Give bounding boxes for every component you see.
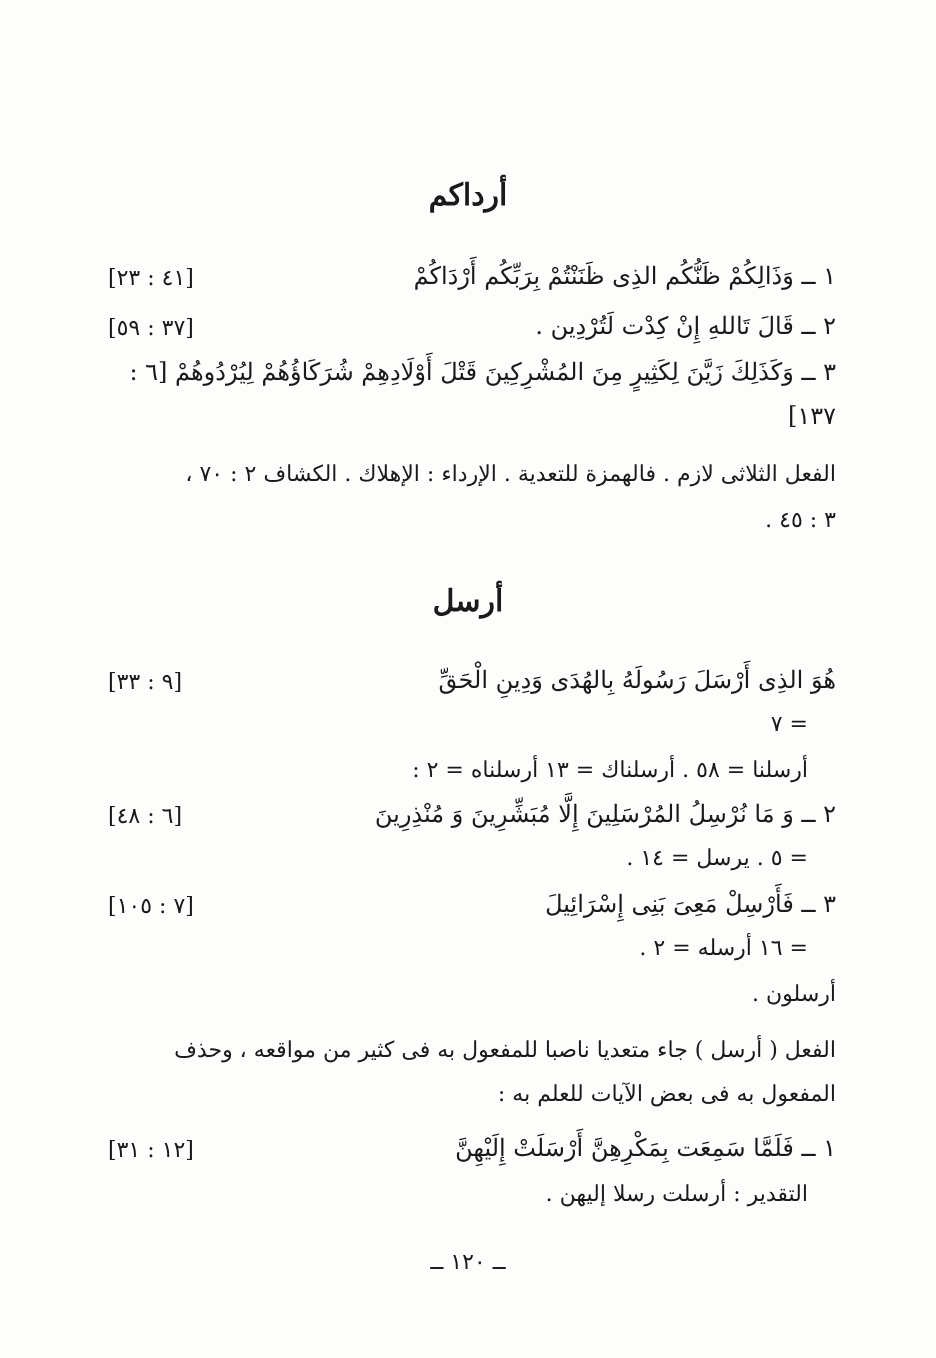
- commentary-line: الفعل ( أرسل ) جاء متعديا ناصبا للمفعول به فى كثير من مواقعه ، وحذف: [174, 1038, 836, 1063]
- count-line: أرسلون .: [752, 982, 836, 1007]
- verse-line: ٢ ــ وَ مَا نُرْسِلُ المُرْسَلِينَ إِلَّا مُبَشِّرِينَ وَ مُنْذِرِينَ: [374, 800, 836, 828]
- commentary-line: الفعل الثلاثى لازم . فالهمزة للتعدية . الإرداء : الإهلاك . الكشاف ٢ : ٧٠ ،: [185, 462, 836, 487]
- verse-line: ١ ــ وَذَالِكُمْ ظَنُّكُم الذِى ظَنَنْتُمْ بِرَبِّكُم أَرْدَاكُمْ: [413, 262, 836, 290]
- verse-continuation: ١٣٧]: [787, 402, 836, 430]
- section-title: أرسل: [432, 584, 504, 619]
- verse-reference: [٩ : ٣٣]: [108, 670, 183, 695]
- verse-reference: [٦ : ٤٨]: [108, 804, 183, 829]
- count-line: = ٥ . يرسل = ١٤ .: [626, 846, 808, 871]
- count-line: = ٧: [770, 712, 808, 737]
- verse-reference: [١٢ : ٣١]: [108, 1138, 194, 1163]
- count-line: = ١٦ أرسله = ٢ .: [639, 936, 808, 961]
- verse-reference: [٧ : ١٠٥]: [108, 894, 194, 919]
- verse-reference: [٣٧ : ٥٩]: [108, 316, 194, 341]
- verse-line: ٢ ــ قَالَ تَاللهِ إِنْ كِدْت لَتُرْدِين .: [535, 312, 836, 340]
- verse-line: ٣ ــ فَأَرْسِلْ مَعِىَ بَنِى إِسْرَائِيلَ: [545, 890, 836, 918]
- commentary-line: التقدير : أرسلت رسلا إليهن .: [545, 1182, 808, 1207]
- page-number: ــ ١٢٠ ــ: [430, 1250, 506, 1275]
- verse-line: هُوَ الذِى أَرْسَلَ رَسُولَهُ بِالهُدَى وَدِينِ الْحَقِّ: [438, 666, 836, 694]
- count-line: أرسلنا = ٥٨ . أرسلناك = ١٣ أرسلناه = ٢ :: [412, 758, 808, 783]
- commentary-line: المفعول به فى بعض الآيات للعلم به :: [497, 1082, 836, 1107]
- verse-reference: [٤١ : ٢٣]: [108, 266, 194, 291]
- commentary-line: ٣ : ٤٥ .: [765, 508, 836, 533]
- section-title: أرداكم: [428, 178, 508, 213]
- verse-line: ٣ ــ وَكَذَلِكَ زَيَّنَ لِكَثِيرٍ مِنَ المُشْرِكِينَ قَتْلَ أَوْلَادِهِمْ شُرَكَاؤُهُمْ لِيُرْدُوهُمْ [٦ :: [129, 358, 836, 386]
- verse-line: ١ ــ فَلَمَّا سَمِعَت بِمَكْرِهِنَّ أَرْسَلَتْ إِلَيْهِنَّ: [455, 1134, 836, 1162]
